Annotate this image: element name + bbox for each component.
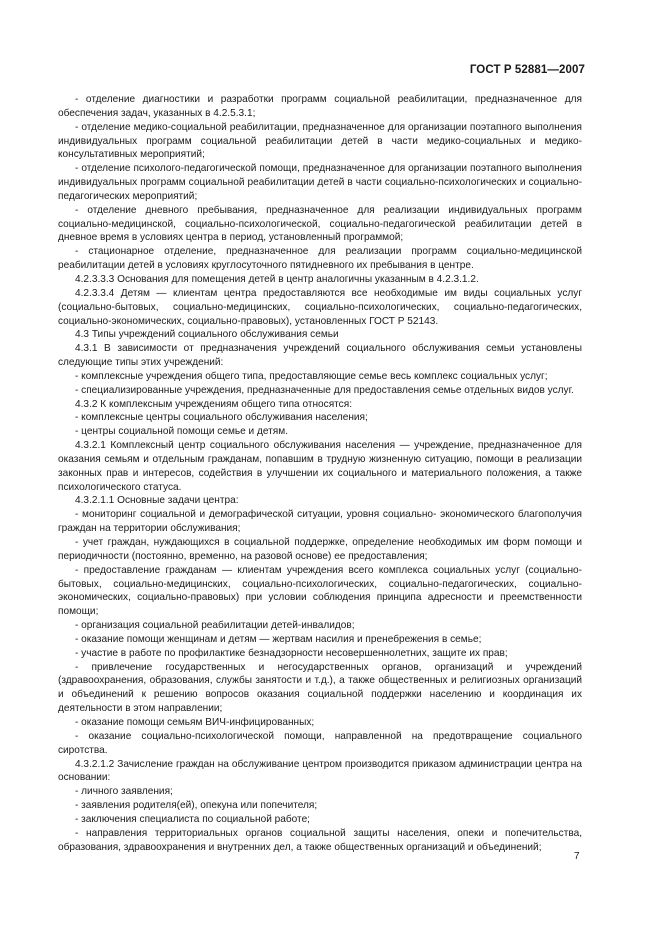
paragraph: - оказание помощи семьям ВИЧ-инфицированных; bbox=[75, 716, 315, 728]
paragraph: - предоставление гражданам — клиентам учреждения всего комплекса социальных услуг (социально-бытовых, социально-медицинских, социально-психологических, социально-педагогических, социально-экономических, социально-правовых) при условии соблюдения принципа адресности и преемственности помощи; bbox=[58, 564, 582, 618]
paragraph: 4.2.3.3.3 Основания для помещения детей в центр аналогичны указанным в 4.2.3.1.2. bbox=[75, 273, 479, 285]
paragraph: - заключения специалиста по социальной работе; bbox=[75, 813, 310, 825]
paragraph: - личного заявления; bbox=[75, 786, 173, 798]
paragraph: - учет граждан, нуждающихся в социальной поддержке, определение необходимых им форм помощи и периодичности (постоянно, временно, на разовой основе) ее предоставления; bbox=[58, 537, 582, 562]
paragraph: - оказание социально-психологической помощи, направленной на предотвращение социального сиротства. bbox=[58, 730, 582, 756]
paragraph: 4.3.2.1.1 Основные задачи центра: bbox=[75, 495, 239, 507]
paragraph: 4.3.2.1.2 Зачисление граждан на обслуживание центром производится приказом администрации центра на основании: bbox=[58, 758, 582, 784]
document-body bbox=[58, 93, 582, 854]
paragraph: - стационарное отделение, предназначенное для реализации программ социально-медицинской реабилитации детей в условиях круглосуточного пятидневного их пребывания в центре. bbox=[58, 246, 582, 272]
paragraph: 4.2.3.3.4 Детям — клиентам центра предоставляются все необходимые им виды социальных услуг (социально-бытовых, социально-медицинских, социально-психологических, социально-педагогических, социально-экономических, социально-правовых), установленных ГОСТ Р 52143. bbox=[58, 287, 582, 327]
paragraph: - отделение диагностики и разработки программ социальной реабилитации, предназначенное для обеспечения задач, указанных в 4.2.5.3.1; bbox=[58, 94, 582, 119]
paragraph: - привлечение государственных и негосударственных органов, организаций и учреждений (здравоохранения, образования, службы занятости и т.д.), а также общественных и религиозных организаций и объединений к решению вопросов оказания социальной поддержки населению и координация их деятельности в этом направлении; bbox=[58, 661, 582, 715]
paragraph: - отделение медико-социальной реабилитации, предназначенное для организации поэтапного выполнения индивидуальных программ социальной реабилитации детей в части медико-социальных и медико-консультативных мероприятий; bbox=[58, 121, 582, 161]
paragraph: - направления территориальных органов социальной защиты населения, опеки и попечительства, образования, здравоохранения и внутренних дел, а также общественных организаций и объединений; bbox=[58, 827, 582, 853]
section-heading: 4.3 Типы учреждений социального обслуживания семьи bbox=[75, 329, 339, 341]
paragraph: - комплексные центры социального обслуживания населения; bbox=[75, 412, 368, 424]
page-number: 7 bbox=[574, 851, 580, 862]
paragraph: 4.3.1 В зависимости от предназначения учреждений социального обслуживания семьи установлены следующие типы этих учреждений: bbox=[58, 343, 582, 369]
paragraph: - отделение психолого-педагогической помощи, предназначенное для организации поэтапного выполнения индивидуальных программ социальной реабилитации детей в части социально-психологических и социально-педагогических мероприятий; bbox=[58, 163, 582, 202]
paragraph: 4.3.2 К комплексным учреждениям общего типа относятся: bbox=[75, 398, 353, 410]
paragraph: 4.3.2.1 Комплексный центр социального обслуживания населения — учреждение, предназначенное для оказания семьям и отдельным гражданам, попавшим в трудную жизненную ситуацию, помощи в реализации законных прав и интересов, содействия в улучшении их социального и материального положения, а также психологического статуса. bbox=[58, 440, 582, 493]
paragraph: - оказание помощи женщинам и детям — жертвам насилия и пренебрежения в семье; bbox=[75, 633, 482, 645]
paragraph: - организация социальной реабилитации детей-инвалидов; bbox=[75, 620, 355, 632]
paragraph: - отделение дневного пребывания, предназначенное для реализации индивидуальных программ социально-медицинской, социально-психологической, социально-педагогической реабилитации детей в дневное время в условиях центра в период, установленный программой; bbox=[58, 204, 582, 244]
paragraph: - участие в работе по профилактике безнадзорности несовершеннолетних, защите их прав; bbox=[75, 647, 508, 659]
paragraph: - мониторинг социальной и демографической ситуации, уровня социально- экономического благополучия граждан на территории обслуживания; bbox=[58, 509, 582, 535]
paragraph: - центры социальной помощи семье и детям. bbox=[75, 426, 289, 438]
paragraph: - заявления родителя(ей), опекуна или попечителя; bbox=[75, 800, 318, 812]
document-code: ГОСТ Р 52881—2007 bbox=[469, 64, 585, 76]
paragraph: - комплексные учреждения общего типа, предоставляющие семье весь комплекс социальных услуг; bbox=[75, 370, 548, 382]
paragraph: - специализированные учреждения, предназначенные для предоставления семье отдельных видов услуг. bbox=[75, 384, 574, 396]
